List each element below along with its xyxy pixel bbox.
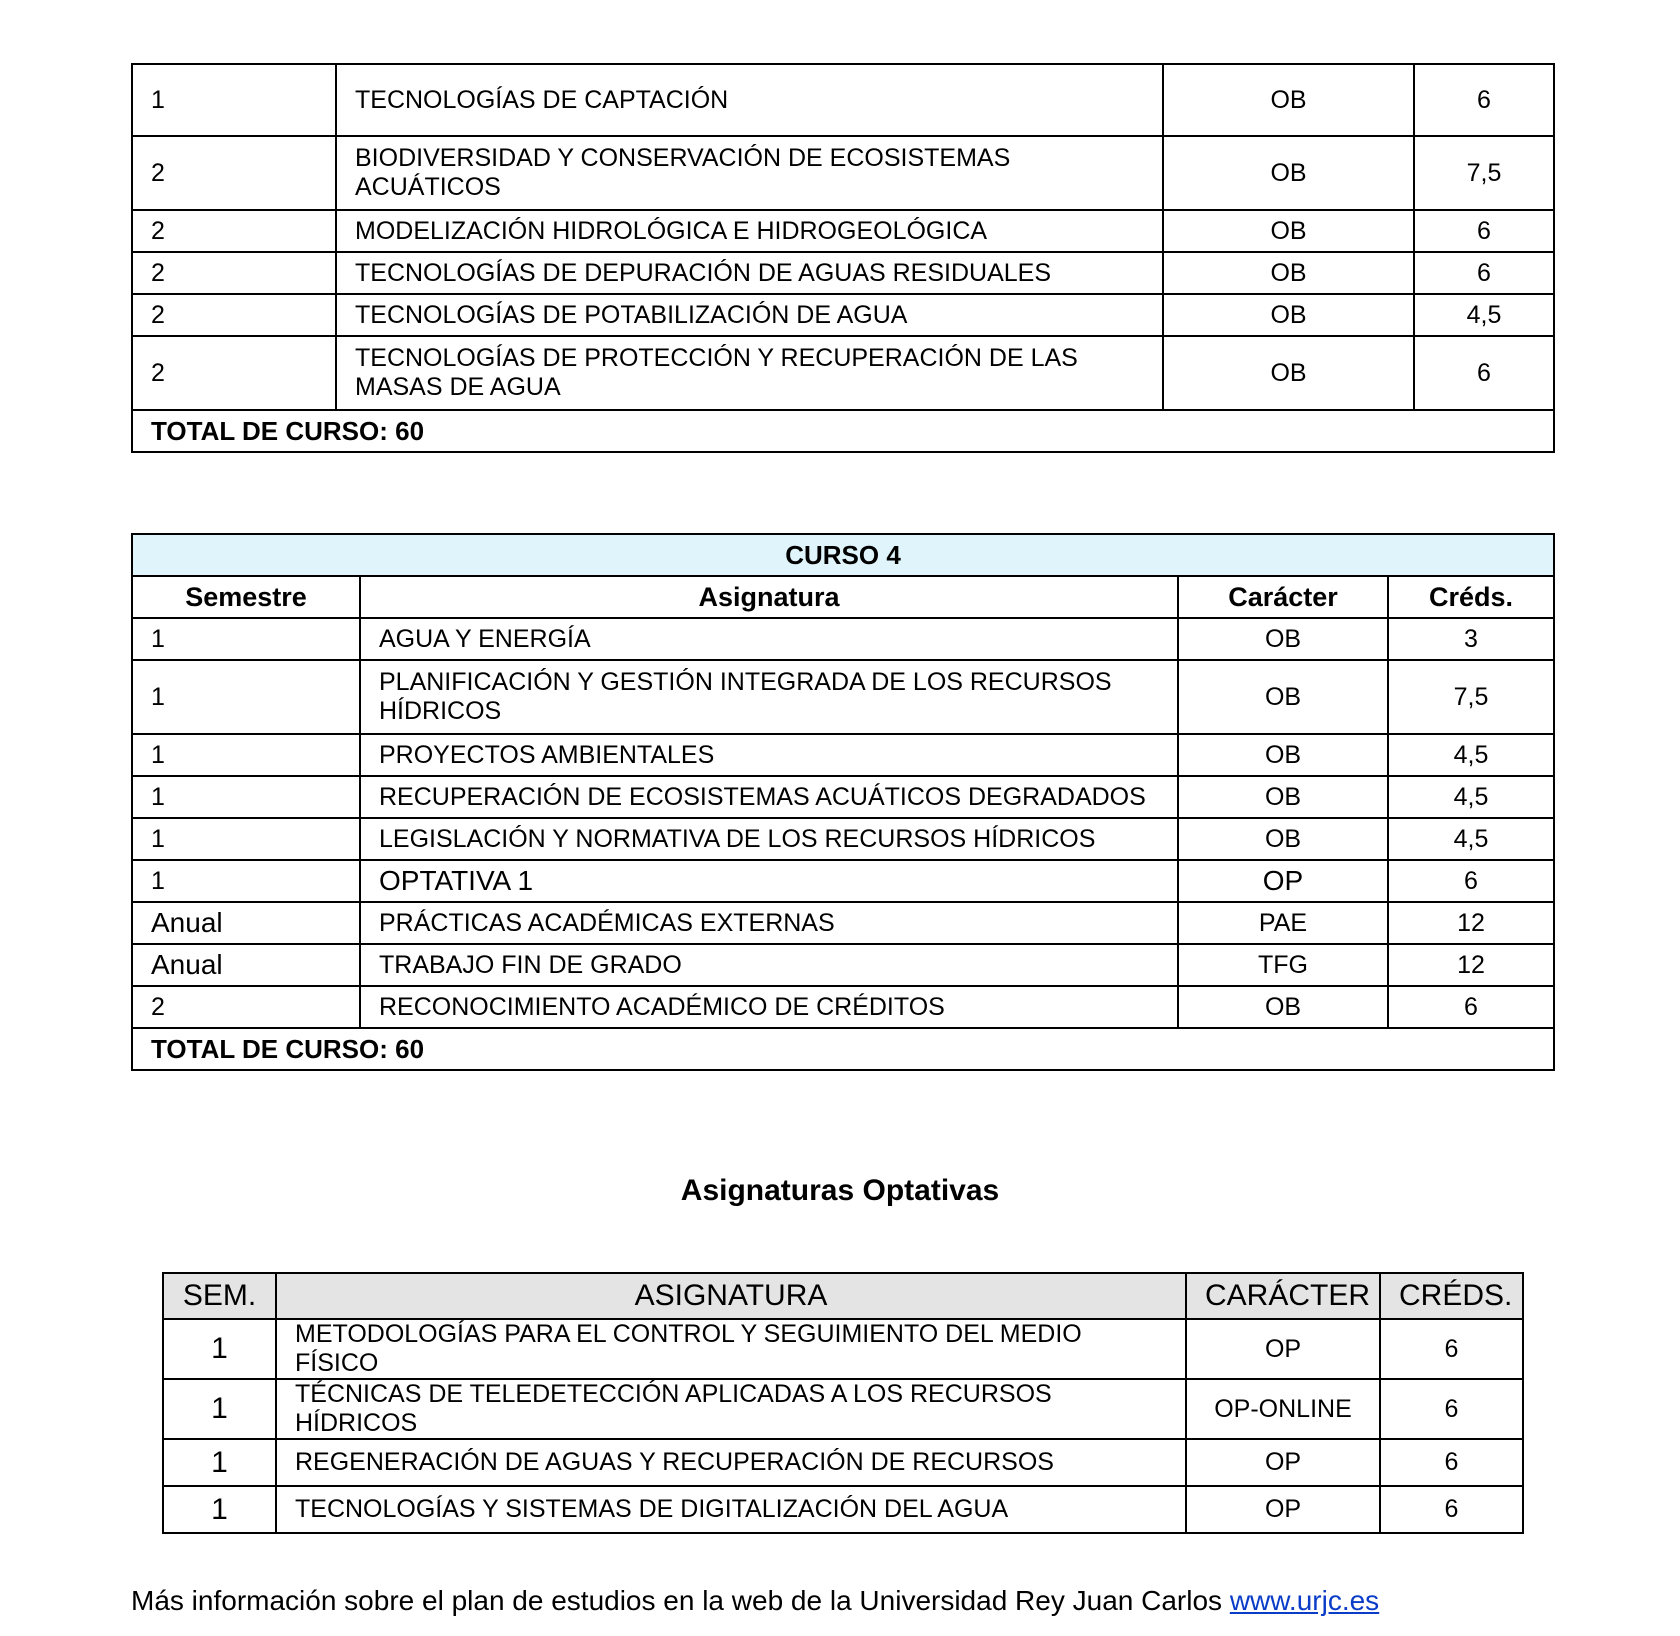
creditos-cell: 6	[1414, 252, 1554, 294]
table-row	[132, 136, 1554, 210]
semestre-cell: 2	[132, 136, 336, 210]
semestre-header: Semestre	[132, 576, 360, 618]
caracter-cell: OP	[1186, 1319, 1380, 1379]
semestre-cell: 1	[132, 64, 336, 136]
asignatura-cell: PROYECTOS AMBIENTALES	[360, 734, 1178, 776]
semestre-cell: 2	[132, 336, 336, 410]
asignatura-cell: PLANIFICACIÓN Y GESTIÓN INTEGRADA DE LOS RECURSOS HÍDRICOS	[360, 660, 1178, 734]
asignatura-header: ASIGNATURA	[276, 1273, 1186, 1319]
asignatura-cell: TECNOLOGÍAS DE POTABILIZACIÓN DE AGUA	[336, 294, 1163, 336]
creditos-cell: 7,5	[1414, 136, 1554, 210]
table-row	[132, 734, 1554, 776]
creditos-cell: 6	[1380, 1439, 1523, 1486]
semestre-cell: 1	[132, 776, 360, 818]
semestre-cell: 2	[132, 210, 336, 252]
creditos-cell: 4,5	[1388, 776, 1554, 818]
creditos-cell: 6	[1414, 336, 1554, 410]
table-header-row	[163, 1273, 1523, 1319]
creditos-cell: 4,5	[1388, 734, 1554, 776]
creditos-cell: 4,5	[1414, 294, 1554, 336]
caracter-cell: OP-ONLINE	[1186, 1379, 1380, 1439]
curso3-table	[131, 63, 1555, 453]
semestre-cell: 1	[132, 818, 360, 860]
creditos-cell: 6	[1414, 210, 1554, 252]
table-row	[132, 294, 1554, 336]
caracter-cell: OB	[1178, 660, 1388, 734]
creditos-cell: 7,5	[1388, 660, 1554, 734]
semestre-cell: 1	[163, 1439, 276, 1486]
asignatura-cell: TÉCNICAS DE TELEDETECCIÓN APLICADAS A LOS RECURSOS HÍDRICOS	[276, 1379, 1186, 1439]
table-row	[163, 1379, 1523, 1439]
creditos-cell: 6	[1380, 1319, 1523, 1379]
table-row	[163, 1439, 1523, 1486]
caracter-cell: OB	[1163, 252, 1414, 294]
semestre-cell: 2	[132, 986, 360, 1028]
creditos-cell: 6	[1380, 1379, 1523, 1439]
asignatura-cell: TECNOLOGÍAS DE CAPTACIÓN	[336, 64, 1163, 136]
curso4-table	[131, 533, 1555, 1071]
asignatura-cell: AGUA Y ENERGÍA	[360, 618, 1178, 660]
total-curso-label: TOTAL DE CURSO: 60	[132, 410, 1554, 452]
asignatura-cell: MODELIZACIÓN HIDROLÓGICA E HIDROGEOLÓGICA	[336, 210, 1163, 252]
caracter-cell: OB	[1178, 618, 1388, 660]
table-row	[132, 944, 1554, 986]
semestre-cell: 2	[132, 252, 336, 294]
asignatura-cell: RECUPERACIÓN DE ECOSISTEMAS ACUÁTICOS DEGRADADOS	[360, 776, 1178, 818]
table-row	[132, 902, 1554, 944]
creditos-cell: 12	[1388, 902, 1554, 944]
optativas-table	[162, 1272, 1524, 1534]
total-row	[132, 1028, 1554, 1070]
semestre-cell: 1	[163, 1319, 276, 1379]
table-row	[132, 64, 1554, 136]
table-row	[163, 1319, 1523, 1379]
asignatura-cell: BIODIVERSIDAD Y CONSERVACIÓN DE ECOSISTEMAS ACUÁTICOS	[336, 136, 1163, 210]
semestre-cell: 1	[132, 860, 360, 902]
caracter-cell: OB	[1163, 64, 1414, 136]
asignatura-cell: TECNOLOGÍAS DE PROTECCIÓN Y RECUPERACIÓN DE LAS MASAS DE AGUA	[336, 336, 1163, 410]
caracter-header: Carácter	[1178, 576, 1388, 618]
caracter-cell: OP	[1186, 1439, 1380, 1486]
creditos-cell: 3	[1388, 618, 1554, 660]
caracter-cell: TFG	[1178, 944, 1388, 986]
creditos-cell: 6	[1388, 986, 1554, 1028]
table-title-row	[132, 534, 1554, 576]
creditos-cell: 12	[1388, 944, 1554, 986]
table-row	[132, 660, 1554, 734]
caracter-cell: OB	[1163, 136, 1414, 210]
asignatura-header: Asignatura	[360, 576, 1178, 618]
footer-info	[131, 1585, 1379, 1617]
caracter-cell: OP	[1186, 1486, 1380, 1533]
asignatura-cell: LEGISLACIÓN Y NORMATIVA DE LOS RECURSOS HÍDRICOS	[360, 818, 1178, 860]
asignatura-cell: TECNOLOGÍAS DE DEPURACIÓN DE AGUAS RESIDUALES	[336, 252, 1163, 294]
creditos-cell: 6	[1380, 1486, 1523, 1533]
semestre-cell: 1	[132, 734, 360, 776]
table-row	[163, 1486, 1523, 1533]
caracter-cell: OB	[1163, 210, 1414, 252]
optativas-heading: Asignaturas Optativas	[680, 1174, 1000, 1207]
table-header-row	[132, 576, 1554, 618]
asignatura-cell: PRÁCTICAS ACADÉMICAS EXTERNAS	[360, 902, 1178, 944]
asignatura-cell: RECONOCIMIENTO ACADÉMICO DE CRÉDITOS	[360, 986, 1178, 1028]
urjc-link[interactable]: www.urjc.es	[1229, 1585, 1380, 1616]
table-row	[132, 776, 1554, 818]
table-row	[132, 986, 1554, 1028]
creditos-cell: 4,5	[1388, 818, 1554, 860]
curso4-title: CURSO 4	[132, 534, 1554, 576]
table-row	[132, 860, 1554, 902]
total-curso-label: TOTAL DE CURSO: 60	[132, 1028, 1554, 1070]
caracter-cell: OB	[1163, 336, 1414, 410]
asignatura-cell: METODOLOGÍAS PARA EL CONTROL Y SEGUIMIENTO DEL MEDIO FÍSICO	[276, 1319, 1186, 1379]
creditos-cell: 6	[1388, 860, 1554, 902]
asignatura-cell: REGENERACIÓN DE AGUAS Y RECUPERACIÓN DE RECURSOS	[276, 1439, 1186, 1486]
caracter-cell: OB	[1163, 294, 1414, 336]
table-row	[132, 252, 1554, 294]
caracter-cell: OB	[1178, 986, 1388, 1028]
creditos-header: Créds.	[1388, 576, 1554, 618]
table-row	[132, 618, 1554, 660]
footer-text: Más información sobre el plan de estudios en la web de la Universidad Rey Juan Carlos	[131, 1585, 1230, 1616]
creditos-header: CRÉDS.	[1380, 1273, 1523, 1319]
caracter-cell: PAE	[1178, 902, 1388, 944]
semestre-cell: 1	[163, 1486, 276, 1533]
semestre-cell: 2	[132, 294, 336, 336]
sem-header: SEM.	[163, 1273, 276, 1319]
total-row	[132, 410, 1554, 452]
table-row	[132, 336, 1554, 410]
caracter-cell: OB	[1178, 818, 1388, 860]
table-row	[132, 210, 1554, 252]
caracter-cell: OB	[1178, 776, 1388, 818]
semestre-cell: 1	[132, 660, 360, 734]
semestre-cell: Anual	[132, 944, 360, 986]
semestre-cell: 1	[163, 1379, 276, 1439]
semestre-cell: Anual	[132, 902, 360, 944]
asignatura-cell: TRABAJO FIN DE GRADO	[360, 944, 1178, 986]
caracter-cell: OP	[1178, 860, 1388, 902]
caracter-header: CARÁCTER	[1186, 1273, 1380, 1319]
semestre-cell: 1	[132, 618, 360, 660]
table-row	[132, 818, 1554, 860]
caracter-cell: OB	[1178, 734, 1388, 776]
asignatura-cell: TECNOLOGÍAS Y SISTEMAS DE DIGITALIZACIÓN DEL AGUA	[276, 1486, 1186, 1533]
asignatura-cell: OPTATIVA 1	[360, 860, 1178, 902]
creditos-cell: 6	[1414, 64, 1554, 136]
